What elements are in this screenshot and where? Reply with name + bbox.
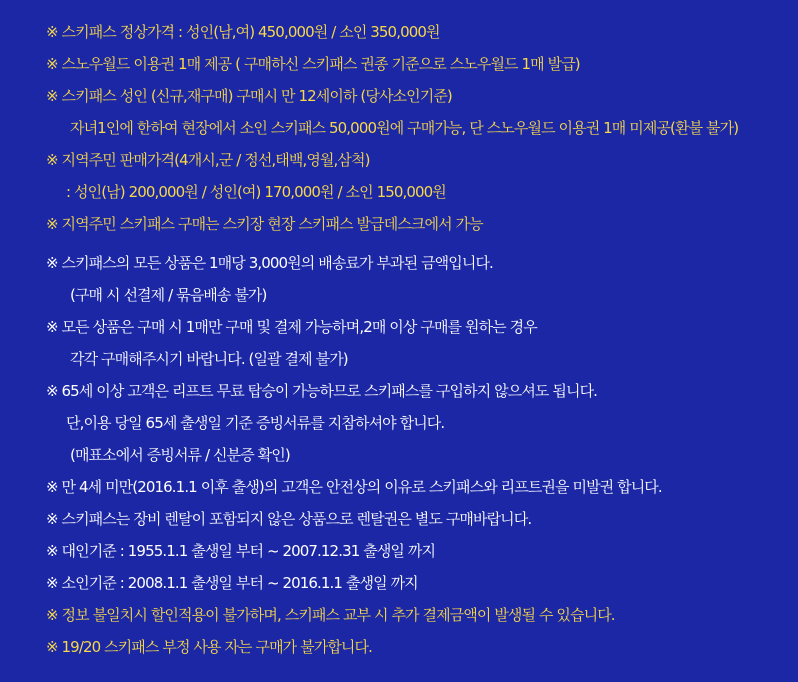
notice-line-rental: ※ 스키패스는 장비 렌탈이 포함되지 않은 상품으로 렌탈권은 별도 구매바랍니다. [46, 510, 532, 528]
notice-line-senior: ※ 65세 이상 고객은 리프트 무료 탑승이 가능하므로 스키패스를 구입하지 않으셔도 됩니다. [46, 382, 598, 400]
notice-line-snowworld-ticket: ※ 스노우월드 이용권 1매 제공 ( 구매하신 스키패스 권종 기준으로 스노우월드 1매 발급) [46, 55, 580, 73]
notice-line-single-purchase-note: 각각 구매해주시기 바랍니다. (일괄 결제 불가) [70, 350, 348, 368]
notice-line-delivery-note: (구매 시 선결제 / 묶음배송 불가) [70, 286, 267, 304]
notice-line-misuse: ※ 19/20 스키패스 부정 사용 자는 구매가 불가합니다. [46, 638, 372, 656]
notice-line-child-offer: ※ 스키패스 성인 (신규,재구매) 구매시 만 12세이하 (당사소인기준) [46, 87, 452, 105]
notice-line-regular-price: ※ 스키패스 정상가격 : 성인(남,여) 450,000원 / 소인 350,000원 [46, 23, 440, 41]
notice-line-single-purchase: ※ 모든 상품은 구매 시 1매만 구매 및 결제 가능하며,2매 이상 구매를 원하는 경우 [46, 318, 537, 336]
notice-line-senior-check: (매표소에서 증빙서류 / 신분증 확인) [70, 446, 290, 464]
notice-line-delivery-fee: ※ 스키패스의 모든 상품은 1매당 3,000원의 배송료가 부과된 금액입니다. [46, 254, 493, 272]
notice-line-local-price: ※ 지역주민 판매가격(4개시,군 / 정선,태백,영월,삼척) [46, 151, 370, 169]
notice-line-under-four: ※ 만 4세 미만(2016.1.1 이후 출생)의 고객은 안전상의 이유로 스키패스와 리프트권을 미발권 합니다. [46, 478, 662, 496]
notice-line-local-purchase: ※ 지역주민 스키패스 구매는 스키장 현장 스키패스 발급데스크에서 가능 [46, 215, 483, 233]
notice-line-local-price-detail: : 성인(남) 200,000원 / 성인(여) 170,000원 / 소인 150,000원 [66, 183, 446, 201]
notice-line-senior-docs: 단,이용 당일 65세 출생일 기준 증빙서류를 지참하셔야 합니다. [66, 414, 445, 432]
notice-line-info-mismatch: ※ 정보 불일치시 할인적용이 불가하며, 스키패스 교부 시 추가 결제금액이 발생될 수 있습니다. [46, 606, 615, 624]
notice-line-adult-criteria: ※ 대인기준 : 1955.1.1 출생일 부터 ~ 2007.12.31 출생일 까지 [46, 542, 436, 560]
notice-line-child-criteria: ※ 소인기준 : 2008.1.1 출생일 부터 ~ 2016.1.1 출생일 까지 [46, 574, 418, 592]
notice-line-child-offer-detail: 자녀1인에 한하여 현장에서 소인 스키패스 50,000원에 구매가능, 단 스노우월드 이용권 1매 미제공(환불 불가) [70, 119, 739, 137]
